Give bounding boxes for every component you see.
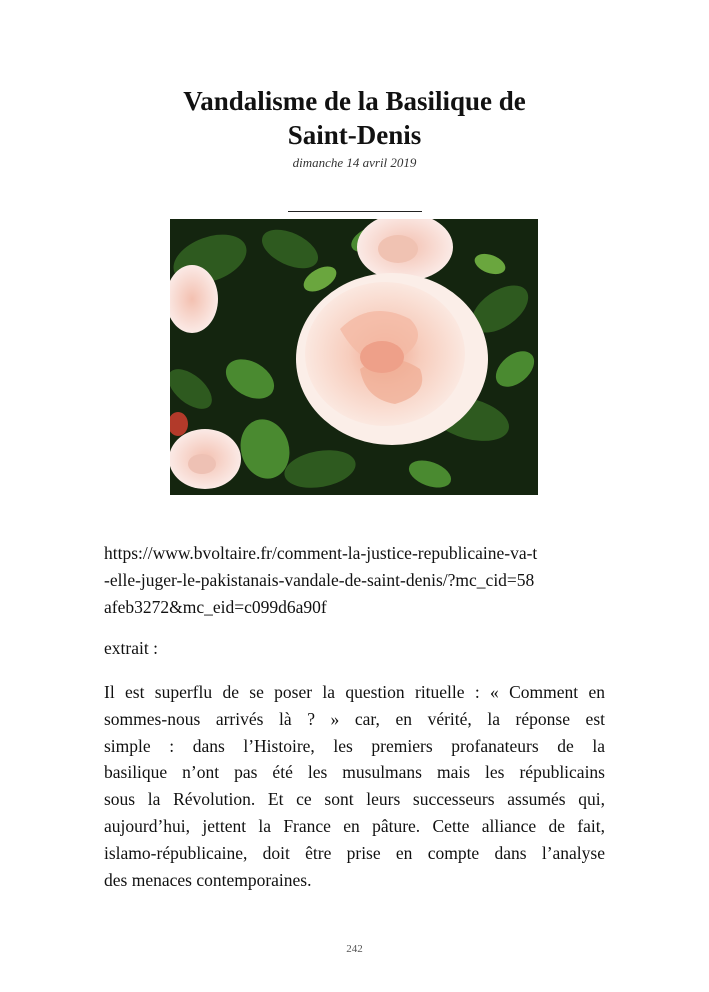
page-title (0, 84, 709, 152)
paragraph-line: sommes-nous arrivés là ? » car, en vérité, la réponse est (104, 708, 605, 729)
title-divider (288, 211, 422, 212)
rose-photo (170, 219, 538, 495)
source-url-line-2[interactable]: -elle-juger-le-pakistanais-vandale-de-saint-denis/?mc_cid=58 (104, 570, 535, 590)
page-number: 242 (346, 943, 363, 955)
post-date: dimanche 14 avril 2019 (292, 155, 417, 170)
page-title-line-2: Saint-Denis (287, 120, 422, 150)
paragraph-line: Il est superflu de se poser la question rituelle : « Comment en (104, 682, 605, 702)
source-url[interactable] (104, 540, 604, 621)
paragraph-line: simple : dans l’Histoire, les premiers profanateurs de la (104, 735, 605, 756)
paragraph-line: aujourd’hui, jettent la France en pâture. Cette alliance de fait, (104, 815, 605, 836)
paragraph-line: sous la Révolution. Et ce sont leurs successeurs assumés qui, (104, 789, 605, 810)
extrait-label: extrait : (104, 638, 158, 658)
quote-paragraph (104, 679, 605, 893)
paragraph-line: basilique n’ont pas été les musulmans mais les républicains (104, 762, 605, 783)
source-url-line-3[interactable]: afeb3272&mc_eid=c099d6a90f (104, 597, 327, 617)
source-url-line-1[interactable]: https://www.bvoltaire.fr/comment-la-justice-republicaine-va-t (104, 543, 538, 563)
paragraph-line: des menaces contemporaines. (104, 869, 312, 890)
paragraph-line: islamo-républicaine, doit être prise en compte dans l’analyse (104, 842, 605, 863)
page-title-line-1: Vandalisme de la Basilique de (183, 86, 526, 116)
